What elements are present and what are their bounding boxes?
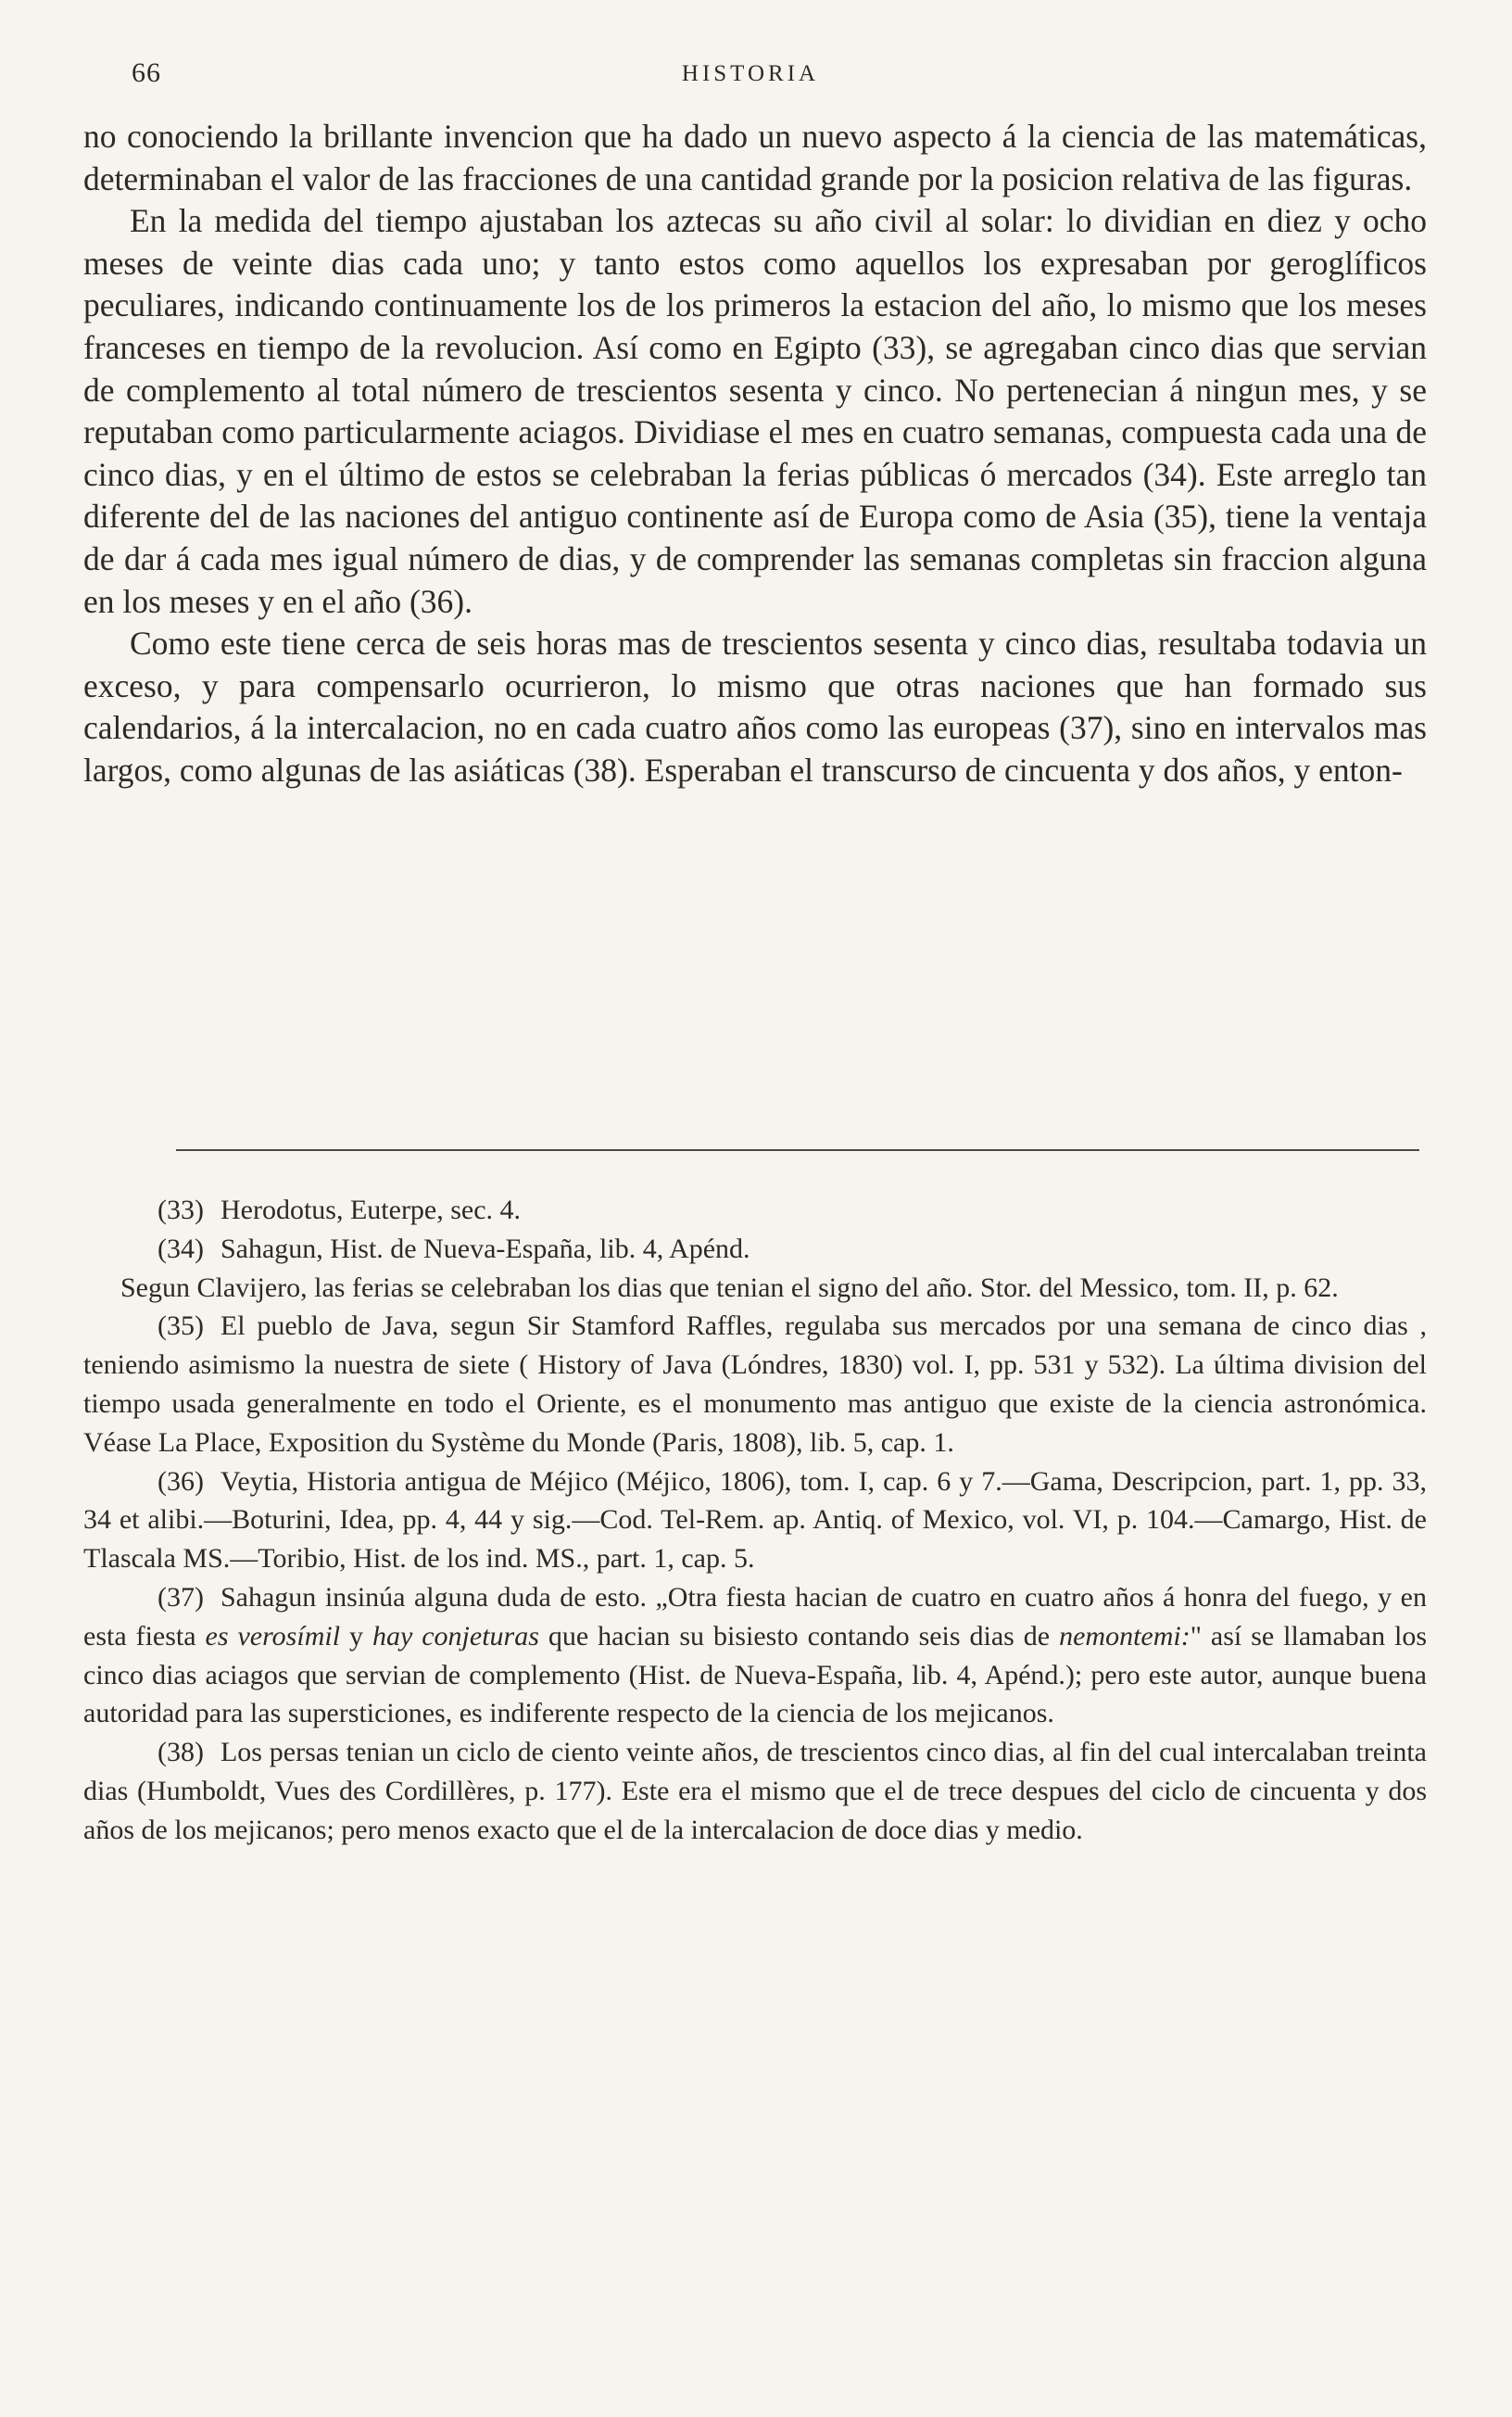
- footnote-number: (35): [158, 1310, 204, 1342]
- footnote-emphasis: nemontemi:: [1059, 1620, 1191, 1651]
- paragraph: Como este tiene cerca de seis horas mas de trescientos sesenta y cinco dias, resultaba todavia un exceso, y para compensarlo ocurrieron, lo mismo que otras naciones que han formado sus calendarios, á la intercalacion, no en cada cuatro años como las europeas (37), sino en intervalos mas largos, como algunas de las asiáticas (38). Esperaban el transcurso de cincuenta y dos años, y enton-: [83, 625, 1427, 789]
- footnote-number: (33): [158, 1195, 204, 1225]
- footnote-36: [83, 1462, 1427, 1578]
- footnote-number: (34): [158, 1233, 204, 1264]
- footnote-text: Los persas tenian un ciclo de ciento veinte años, de trescientos cinco dias, al fin del cual intercalaban treinta dias (Humboldt, Vues des Cordillères, p. 177). Este era el mismo que el de trece despues del ciclo de cincuenta y dos años de los mejicanos; pero menos exacto que el de la intercalacion de doce dias y medio.: [83, 1737, 1427, 1845]
- footnote-text: El pueblo de Java, segun Sir Stamford Raffles, regulaba sus mercados por una semana de cinco dias , teniendo asimismo la nuestra de siete ( History of Java (Lóndres, 1830) vol. I, pp. 531 y 532). La última division del tiempo usada generalmente en todo el Oriente, es el monumento mas antiguo que existe de la ciencia astronómica. Véase La Place, Exposition du Système du Monde (Paris, 1808), lib. 5, cap. 1.: [83, 1310, 1427, 1458]
- footnote-38: [83, 1733, 1427, 1849]
- paragraph-continued: no conociendo la brillante invencion que ha dado un nuevo aspecto á la ciencia de las matemáticas, determinaban el valor de las fracciones de una cantidad grande por la posicion relativa de las figuras.: [83, 118, 1427, 197]
- running-head: [124, 57, 1414, 95]
- footnote-text: Sahagun, Hist. de Nueva-España, lib. 4, Apénd.: [220, 1233, 750, 1264]
- footnote-text: y: [349, 1620, 363, 1651]
- footnote-35: [83, 1307, 1427, 1462]
- page-number: 66: [132, 57, 161, 88]
- footnote-number: (36): [158, 1465, 204, 1497]
- footnote-number: (38): [158, 1737, 204, 1768]
- footnote-37: [83, 1578, 1427, 1733]
- footnote-33: [83, 1191, 1427, 1230]
- paragraph: En la medida del tiempo ajustaban los aztecas su año civil al solar: lo dividian en diez y ocho meses de veinte dias cada uno; y tanto estos como aquellos los expresaban por geroglíficos peculiares, indicando continuamente los de los primeros la estacion del año, lo mismo que los meses franceses en tiempo de la revolucion. Así como en Egipto (33), se agregaban cinco dias que servian de complemento al total número de trescientos sesenta y cinco. No pertenecian á ningun mes, y se reputaban como particularmente aciagos. Dividiase el mes en cuatro semanas, compuesta cada una de cinco dias, y en el último de estos se celebraban la ferias públicas ó mercados (34). Este arreglo tan diferente del de las naciones del antiguo continente así de Europa como de Asia (35), tiene la ventaja de dar á cada mes igual número de dias, y de comprender las semanas completas sin fraccion alguna en los meses y en el año (36).: [83, 202, 1427, 620]
- footnote-emphasis: es verosímil: [205, 1620, 341, 1651]
- footnotes: [83, 1191, 1427, 1850]
- footnote-emphasis: hay conjeturas: [372, 1620, 539, 1651]
- footnote-text: " así se llamaban los cinco dias aciagos que servian de complemento (Hist. de Nueva-España, lib. 4, Apénd.); pero este autor, aunque buena autoridad para las supersticiones, es indiferente respecto de la ciencia de los mejicanos.: [83, 1620, 1428, 1729]
- footnote-34-continuation: Segun Clavijero, las ferias se celebraban los dias que tenian el signo del año. Stor. del Messico, tom. II, p. 62.: [120, 1272, 1339, 1303]
- footnote-34: [83, 1230, 1427, 1269]
- running-title: HISTORIA: [681, 61, 820, 86]
- footnote-text: Sahagun insinúa alguna duda de esto. „Otra fiesta hacian de cuatro en cuatro años á honra del fuego, y en esta fiesta: [83, 1581, 1427, 1651]
- footnote-text: que hacian su bisiesto contando seis dias de: [548, 1620, 1051, 1651]
- footnote-number: (37): [158, 1581, 204, 1613]
- main-text: [83, 116, 1427, 792]
- footnote-text: Veytia, Historia antigua de Méjico (Méjico, 1806), tom. I, cap. 6 y 7.—Gama, Descripcion, part. 1, pp. 33, 34 et alibi.—Boturini, Idea, pp. 4, 44 y sig.—Cod. Tel-Rem. ap. Antiq. of Mexico, vol. VI, p. 104.—Camargo, Hist. de Tlascala MS.—Toribio, Hist. de los ind. MS., part. 1, cap. 5.: [83, 1465, 1427, 1575]
- footnote-divider: [176, 1149, 1419, 1151]
- footnote-text: Herodotus, Euterpe, sec. 4.: [220, 1195, 522, 1225]
